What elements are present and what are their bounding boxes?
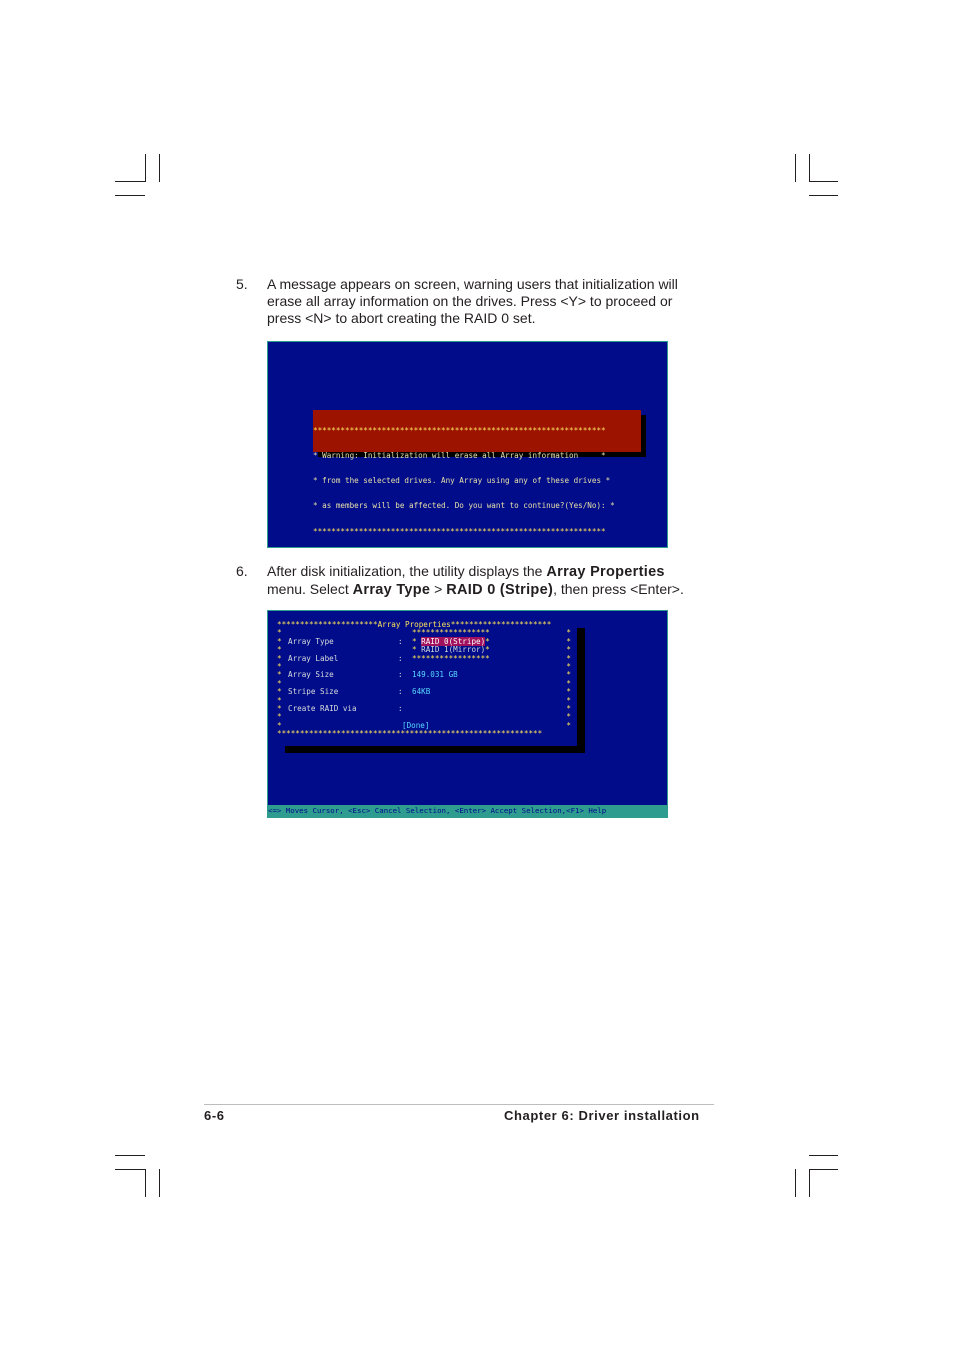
array-properties-screenshot bbox=[267, 610, 668, 818]
dialog-title-bar: **********************Array Properties********************** bbox=[277, 620, 552, 629]
submenu-border-bottom: ***************** bbox=[412, 654, 490, 663]
step-text: A message appears on screen, warning users that initialization will erase all array information on the drives. Press <Y> to proceed or press <N> to abort creating the RAID 0 set. bbox=[267, 276, 678, 326]
field-label: Array Size bbox=[288, 670, 334, 679]
stripe-size-value: 64KB bbox=[412, 687, 431, 696]
chapter-title: Chapter 6: Driver installation bbox=[504, 1108, 700, 1123]
menu-name: Array Properties bbox=[546, 564, 665, 580]
field-label: Create RAID via bbox=[288, 704, 357, 713]
warning-line: * from the selected drives. Any Array using any of these drives * bbox=[313, 476, 611, 486]
array-size-value: 149.031 GB bbox=[412, 670, 458, 679]
submenu-border-top: ***************** bbox=[412, 628, 490, 637]
field-label: Stripe Size bbox=[288, 687, 339, 696]
warning-line: * Warning: Initialization will erase all Array information * bbox=[313, 451, 606, 461]
array-properties-dialog: **********************Array Properties********************** * * * * * * * * * * * * * * * * * * * * * * * * Array Type : Array Label : Array Size : 149.031 GB Stripe Size : 64KB Create RAID via : ***************** * RAID 0(Stripe)* * RAID 1(Mirror)* ***************** [Done] ********************************************************** bbox=[277, 621, 577, 746]
option-raid0: RAID 0 (Stripe) bbox=[446, 582, 554, 598]
submenu-item-raid0[interactable]: RAID 0(Stripe) bbox=[421, 637, 486, 646]
warning-line: * as members will be affected. Do you want to continue?(Yes/No): * bbox=[313, 501, 615, 511]
submenu-item-raid1[interactable]: RAID 1(Mirror) bbox=[421, 645, 486, 654]
step-text: After disk initialization, the utility displays the Array Properties menu. Select Array Type > RAID 0 (Stripe), then press <Enter>. bbox=[267, 563, 684, 598]
done-button[interactable]: [Done] bbox=[402, 721, 430, 730]
dialog-border-bottom: ********************************************************** bbox=[277, 729, 543, 738]
warning-dialog bbox=[313, 410, 641, 536]
step-6 bbox=[236, 563, 716, 603]
field-label: Array Type bbox=[288, 637, 334, 646]
dialog-border-bottom: **************************************************************** bbox=[313, 526, 606, 536]
dialog-border-top: **************************************************************** bbox=[313, 425, 606, 435]
footer-rule bbox=[204, 1104, 714, 1105]
step-number: 5. bbox=[236, 276, 248, 292]
field-label: Array Label bbox=[288, 654, 339, 663]
page-number: 6-6 bbox=[204, 1108, 225, 1123]
status-bar: <=> Moves Cursor, <Esc> Cancel Selection, <Enter> Accept Selection,<F1> Help bbox=[268, 805, 667, 817]
step-number: 6. bbox=[236, 563, 248, 579]
option-array-type: Array Type bbox=[352, 582, 431, 598]
step-5 bbox=[236, 276, 706, 328]
warning-screenshot bbox=[267, 341, 668, 548]
